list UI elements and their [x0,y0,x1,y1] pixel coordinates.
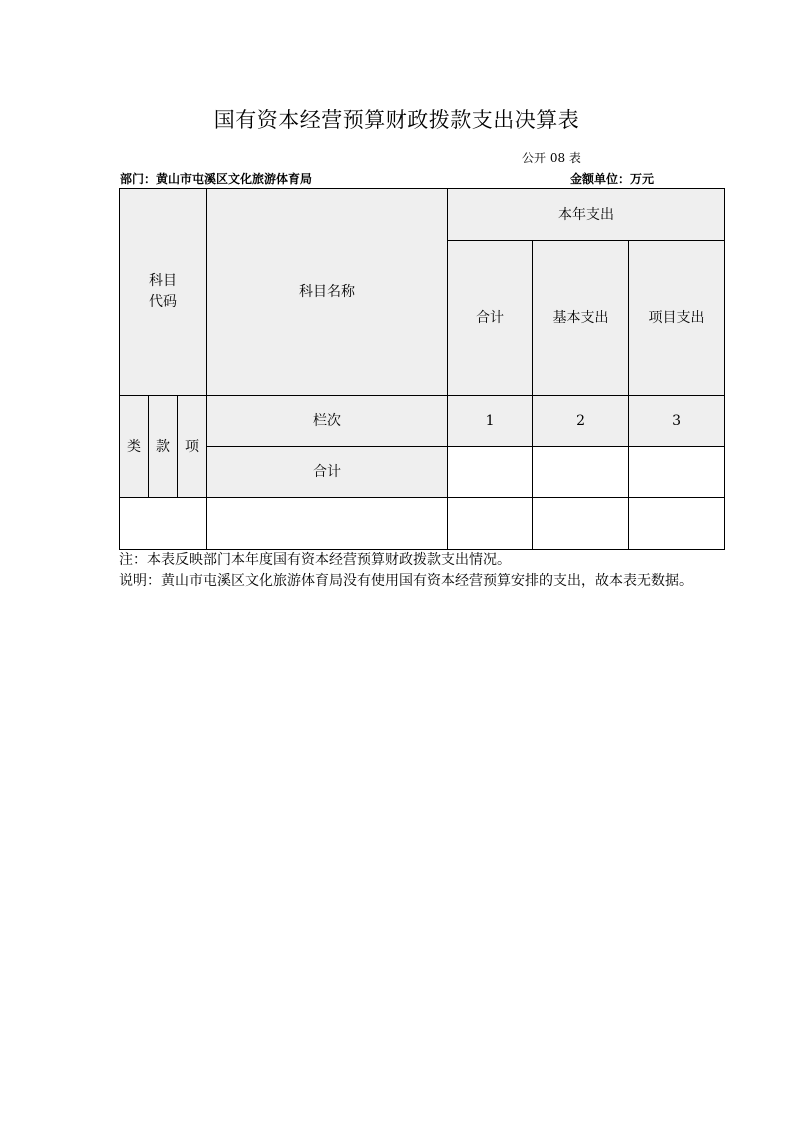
basic-expense-header: 基本支出 [533,241,629,396]
table-note: 注：本表反映部门本年度国有资本经营预算财政拨款支出情况。 [119,552,511,568]
empty-project-cell [629,498,725,550]
subject-name-header: 科目名称 [207,189,448,396]
empty-total-cell [448,498,533,550]
item-header: 项 [178,396,207,498]
category-header: 类 [120,396,149,498]
column-number-2: 2 [533,396,629,447]
total-row-label: 合计 [207,447,448,498]
notes-section [119,550,729,592]
amount-unit-label: 金额单位：万元 [570,172,655,186]
expense-table [119,188,725,550]
column-number-1: 1 [448,396,533,447]
total-header: 合计 [448,241,533,396]
subject-code-header [120,189,207,396]
project-expense-header: 项目支出 [629,241,725,396]
section-header: 款 [149,396,178,498]
empty-basic-cell [533,498,629,550]
total-row-total-cell [448,447,533,498]
column-number-3: 3 [629,396,725,447]
empty-code-cell [120,498,207,550]
current-year-expense-header: 本年支出 [448,189,725,241]
explanation-note: 说明：黄山市屯溪区文化旅游体育局没有使用国有资本经营预算安排的支出，故本表无数据。 [119,573,693,589]
total-row-basic-cell [533,447,629,498]
form-number: 公开 08 表 [522,151,581,165]
department-label: 部门：黄山市屯溪区文化旅游体育局 [120,172,313,186]
total-row-project-cell [629,447,725,498]
empty-name-cell [207,498,448,550]
subject-code-text: 科目代码 [149,273,178,310]
page-title: 国有资本经营预算财政拨款支出决算表 [213,108,580,132]
column-label-cell: 栏次 [207,396,448,447]
